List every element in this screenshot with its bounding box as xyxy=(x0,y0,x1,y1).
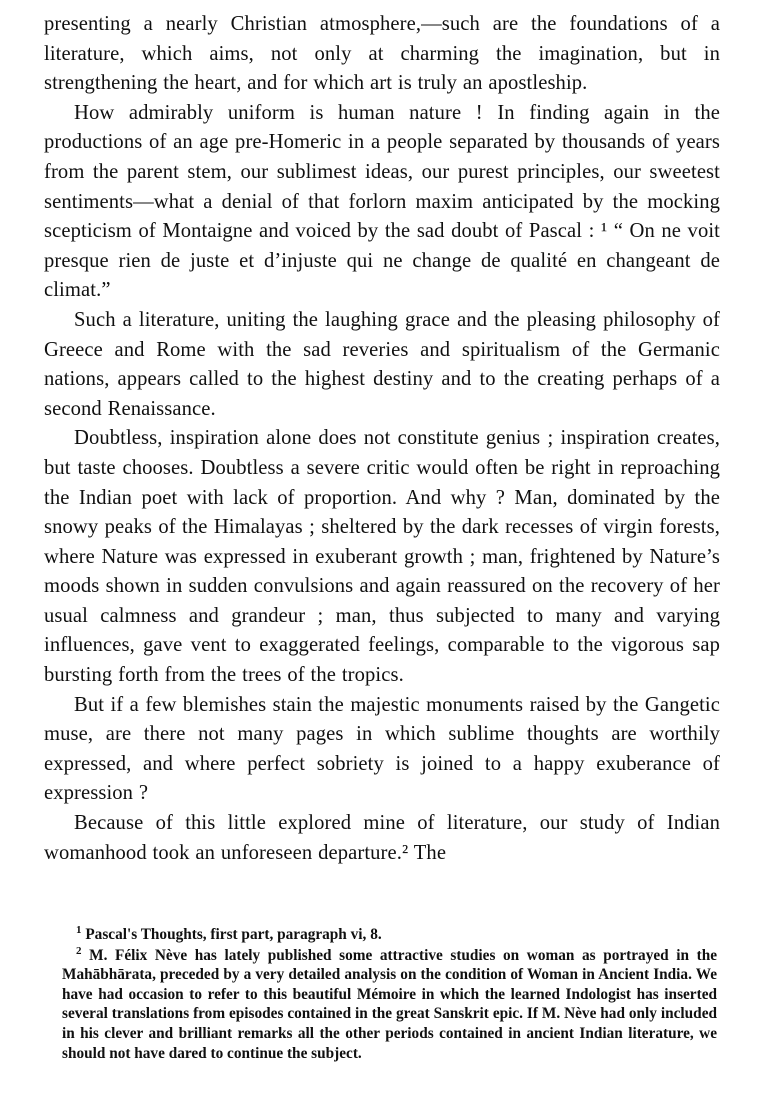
footnote xyxy=(62,946,717,1064)
footnote-text: Pascal's Thoughts, first part, paragraph vi, 8. xyxy=(85,926,382,943)
paragraph: Because of this little explored mine of literature, our study of Indian womanhood took an unforeseen departure.² The xyxy=(44,812,720,864)
paragraph: Such a literature, uniting the laughing grace and the pleasing philosophy of Greece and Rome with the sad reveries and spiritualism of the Germanic nations, appears called to the highest destiny and to the creating perhaps of a second Renaissance. xyxy=(44,308,720,420)
footnote-marker: 1 xyxy=(76,923,82,936)
footnote-text: M. Félix Nève has lately published some attractive studies on woman as portrayed in the Mahābhārata, preceded by a very detailed analysis on the condition of Woman in Ancient India. We have had occasion to refer to this beautiful Mémoire in which the learned Indologist has inserted several translations from episodes contained in the great Sanskrit epic. If M. Nève had only included in his clever and brilliant remarks all the other periods contained in ancient Indian literature, we should not have dared to continue the subject. xyxy=(62,946,718,1062)
footnote-marker: 2 xyxy=(76,944,82,957)
paragraph: Doubtless, inspiration alone does not constitute genius ; inspiration creates, but taste chooses. Doubtless a severe critic would often be right in reproaching the Indian poet with lack of proportion. And why ? Man, dominated by the snowy peaks of the Himalayas ; sheltered by the dark recesses of virgin forests, where Nature was expressed in exuberant growth ; man, frightened by Nature’s moods shown in sudden convulsions and again reassured on the recovery of her usual calmness and grandeur ; man, thus subjected to many and varying influences, gave vent to exaggerated feelings, comparable to the vigorous sap bursting forth from the trees of the tropics. xyxy=(44,427,720,687)
paragraph: presenting a nearly Christian atmosphere,—such are the foundations of a literature, which aims, not only at charming the imagination, but in strengthening the heart, and for which art is truly an apostleship. xyxy=(44,13,720,95)
body-text-column xyxy=(44,10,720,868)
paragraph: But if a few blemishes stain the majestic monuments raised by the Gangetic muse, are there not many pages in which sublime thoughts are worthily expressed, and where perfect sobriety is joined to a happy exuberance of expression ? xyxy=(44,693,720,805)
footnote xyxy=(62,925,717,945)
footnotes-section xyxy=(62,925,717,1063)
paragraph: How admirably uniform is human nature ! In finding again in the productions of an age pre-Homeric in a people separated by thousands of years from the parent stem, our sublimest ideas, our purest principles, our sweetest sentiments—what a denial of that forlorn maxim anticipated by the mocking scepticism of Montaigne and voiced by the sad doubt of Pascal : ¹ “ On ne voit presque rien de juste et d’injuste qui ne change de qualité en changeant de climat.” xyxy=(44,101,720,302)
